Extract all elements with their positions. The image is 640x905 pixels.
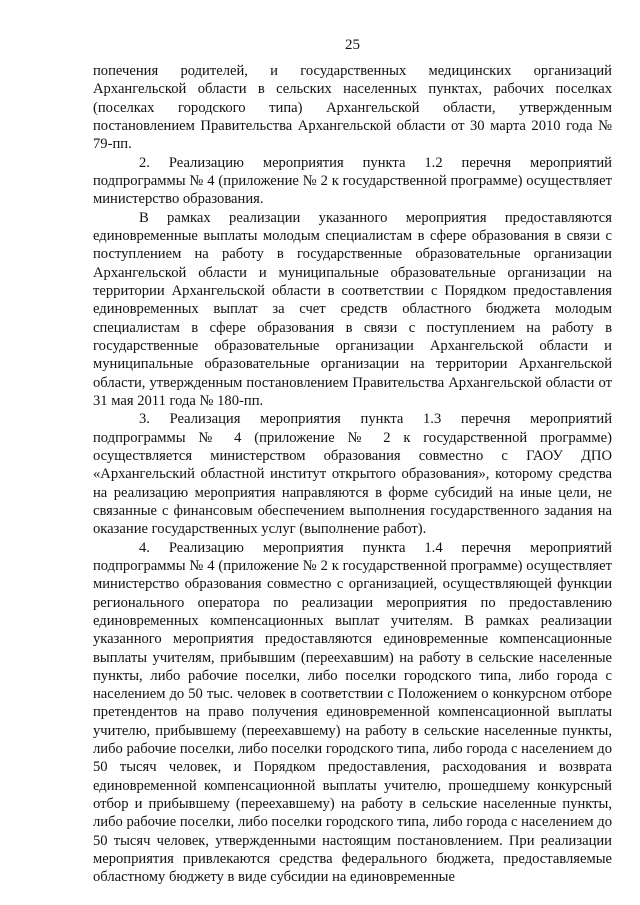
page-number: 25: [345, 37, 360, 53]
paragraph-item-2: 2. Реализацию мероприятия пункта 1.2 перечня мероприятий подпрограммы № 4 (приложение № 2 к государственной программе) осуществляет министерство образования.: [93, 154, 612, 208]
paragraph-item-4: 4. Реализацию мероприятия пункта 1.4 перечня мероприятий подпрограммы № 4 (приложение № 2 к государственной программе) осуществляет министерство образования совместно с организацией, осуществляющей функции регионального оператора по реализации мероприятия по предоставлению единовременных компенсационных выплат учителям. В рамках реализации указанного мероприятия предоставляются единовременные компенсационные выплаты учителям, прибывшим (переехавшим) на работу в сельские населенные пункты, либо рабочие поселки, либо поселки городского типа, либо города с населением до 50 тыс. человек в соответствии с Положением о конкурсном отборе претендентов на право получения единовременной компенсационной выплаты учителю, прибывшему (переехавшему) на работу в сельские населенные пункты, либо рабочие поселки, либо поселки городского типа, либо города с населением до 50 тысяч человек, и Порядком предоставления, расходования и возврата единовременной компенсационной выплаты учителю, прошедшему конкурсный отбор и прибывшему (переехавшему) на работу в сельские населенные пункты, либо рабочие поселки, либо поселки городского типа, либо города с населением до 50 тысяч человек, утвержденными настоящим постановлением. При реализации мероприятия привлекаются средства федерального бюджета, предоставляемые областному бюджету в виде субсидии на единовременные: [93, 539, 612, 886]
document-body: [93, 62, 612, 887]
paragraph-item-2-details: В рамках реализации указанного мероприятия предоставляются единовременные выплаты молодым специалистам в сфере образования в связи с поступлением на работу в государственные образовательные организации Архангельской области и муниципальные образовательные организации на территории Архангельской области в соответствии с Порядком предоставления единовременных выплат за счет средств областного бюджета молодым специалистам в сфере образования в связи с поступлением на работу в государственные образовательные организации Архангельской области и муниципальные образовательные организации на территории Архангельской области, утвержденным постановлением Правительства Архангельской области от 31 мая 2011 года № 180-пп.: [93, 209, 612, 409]
paragraph-item-3: 3. Реализация мероприятия пункта 1.3 перечня мероприятий подпрограммы № 4 (приложение № 2 к государственной программе) осуществляется министерством образования совместно с ГАОУ ДПО «Архангельский областной институт открытого образования», которому средства на реализацию мероприятия направляются в форме субсидий на иные цели, не связанные с финансовым обеспечением выполнения государственного задания на оказание государственных услуг (выполнение работ).: [93, 411, 612, 538]
paragraph-continuation: попечения родителей, и государственных медицинских организаций Архангельской области в сельских населенных пунктах, рабочих поселках (поселках городского типа) Архангельской области, утвержденным постановлением Правительства Архангельской области от 30 марта 2010 года № 79-пп.: [93, 63, 612, 153]
